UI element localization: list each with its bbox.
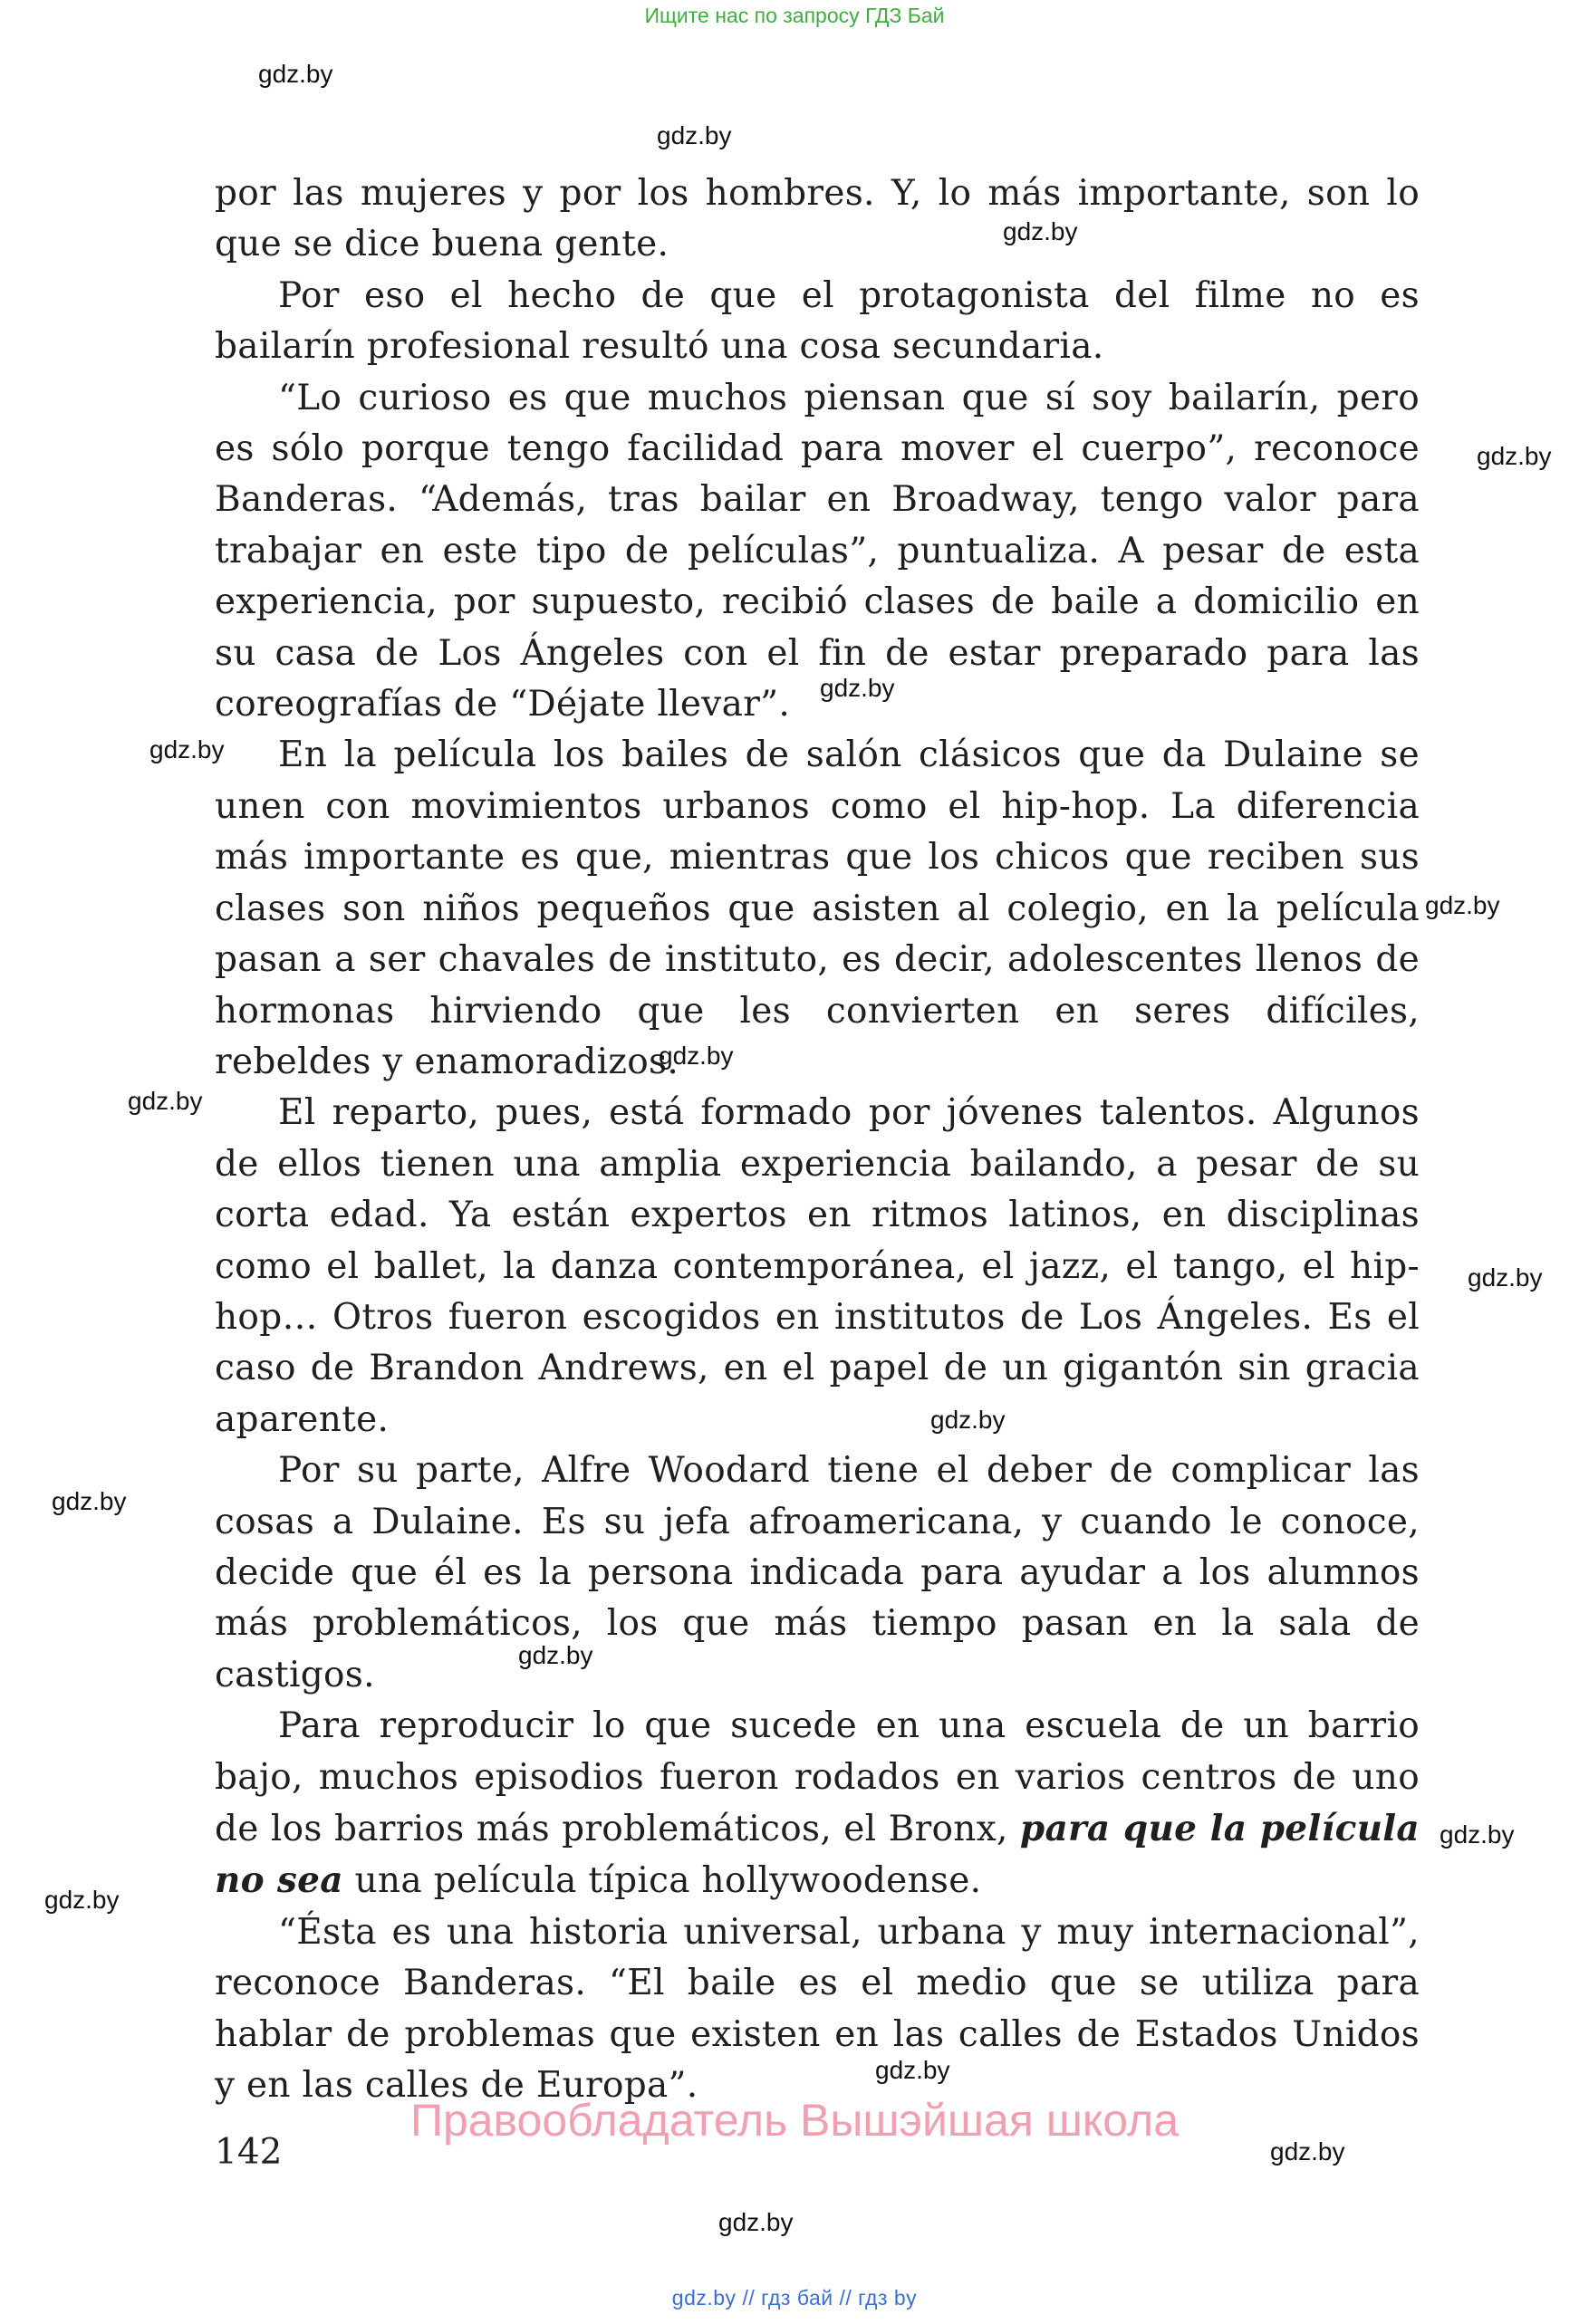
paragraph-2 (215, 271, 1420, 373)
watermark: gdz.by (875, 2056, 950, 2084)
watermark: gdz.by (1270, 2137, 1345, 2166)
watermark: gdz.by (44, 1886, 120, 1914)
watermark: gdz.by (1003, 217, 1078, 245)
paragraph-5 (215, 1088, 1420, 1445)
page-number: 142 (215, 2132, 283, 2173)
watermark: gdz.by (1468, 1263, 1543, 1292)
paragraph-7-text-b: una película típica hollywoodense. (342, 1860, 982, 1902)
watermark: gdz.by (1440, 1820, 1515, 1849)
paragraph-6 (215, 1445, 1420, 1701)
watermark: gdz.by (258, 60, 333, 88)
watermark: gdz.by (128, 1087, 203, 1115)
watermark: gdz.by (718, 2208, 794, 2236)
paragraph-3 (215, 373, 1420, 731)
watermark: gdz.by (659, 1042, 734, 1070)
paragraph-7-emphasis: para que la película no sea (215, 1808, 1420, 1902)
watermark: gdz.by (820, 674, 895, 702)
watermark: gdz.by (1477, 442, 1552, 470)
watermark: gdz.by (657, 121, 732, 149)
paragraph-4 (215, 730, 1420, 1088)
watermark: gdz.by (518, 1641, 593, 1669)
footer-links[interactable]: gdz.by // гдз бай // гдз by (671, 2286, 918, 2310)
paragraph-7 (215, 1701, 1420, 1907)
paragraph-3-text: “Lo curioso es que muchos piensan que sí soy bailarín, pero es sólo porque tengo facilidad para mover el cuerpo”, reconoce Banderas. “Además, tras bailar en Broadway, tengo valor para trabajar en este tipo de películas”, puntualiza. A pesar de esta experiencia, por supuesto, recibió clases de baile a domicilio en su casa de Los Ángeles con el fin de estar preparado para las coreografías de “Déjate llevar”. (215, 377, 1420, 725)
watermark: gdz.by (930, 1406, 1006, 1434)
watermark: gdz.by (149, 735, 225, 763)
paragraph-8-text: “Ésta es una historia universal, urbana y muy internacional”, reconoce Banderas. “El baile es el medio que se utiliza para hablar de problemas que existen en las calles de Estados Unidos y en las calles de Europa”. (215, 1911, 1420, 2107)
paragraph-2-text: Por eso el hecho de que el protagonista del filme no es bailarín profesional resultó una cosa secundaria. (215, 274, 1420, 368)
paragraph-8 (215, 1907, 1420, 2112)
paragraph-1-text: por las mujeres y por los hombres. Y, lo más importante, son lo que se dice buena gente. (215, 173, 1420, 265)
copyright-stamp: Правообладатель Вышэйшая школа (410, 2095, 1179, 2146)
watermark: gdz.by (52, 1487, 127, 1515)
paragraph-1 (215, 168, 1420, 271)
paragraph-4-text: En la película los bailes de salón clásicos que da Dulaine se unen con movimientos urbanos como el hip-hop. La diferencia más importante es que, mientras que los chicos que reciben sus clases son niños pequeños que asisten al colegio, en la película pasan a ser chavales de instituto, es decir, adolescentes llenos de hormonas hirviendo que les convierten en seres difíciles, rebeldes y enamoradizos. (215, 735, 1420, 1082)
paragraph-5-text: El reparto, pues, está formado por jóvenes talentos. Algunos de ellos tienen una amplia experiencia bailando, a pesar de su corta edad. Ya están expertos en ritmos latinos, en disciplinas como el ballet, la danza contemporánea, el jazz, el tango, el hip-hop… Otros fueron escogidos en institutos de Los Ángeles. Es el caso de Brandon Andrews, en el papel de un gigantón sin gracia aparente. (215, 1092, 1420, 1440)
paragraph-6-text: Por su parte, Alfre Woodard tiene el deber de complicar las cosas a Dulaine. Es su jefa afroamericana, y cuando le conoce, decide que él es la persona indicada para ayudar a los alumnos más problemáticos, los que más tiempo pasan en la sala de castigos. (215, 1450, 1420, 1695)
article-body (215, 168, 1420, 2111)
watermark: gdz.by (1425, 891, 1500, 919)
top-banner[interactable]: Ищите нас по запросу ГДЗ Бай (644, 4, 945, 27)
paragraph-7-text-a: Para reproducir lo que sucede en una escuela de un barrio bajo, muchos episodios fueron rodados en varios centros de uno de los barrios más problemáticos, el Bronx, (215, 1705, 1420, 1849)
